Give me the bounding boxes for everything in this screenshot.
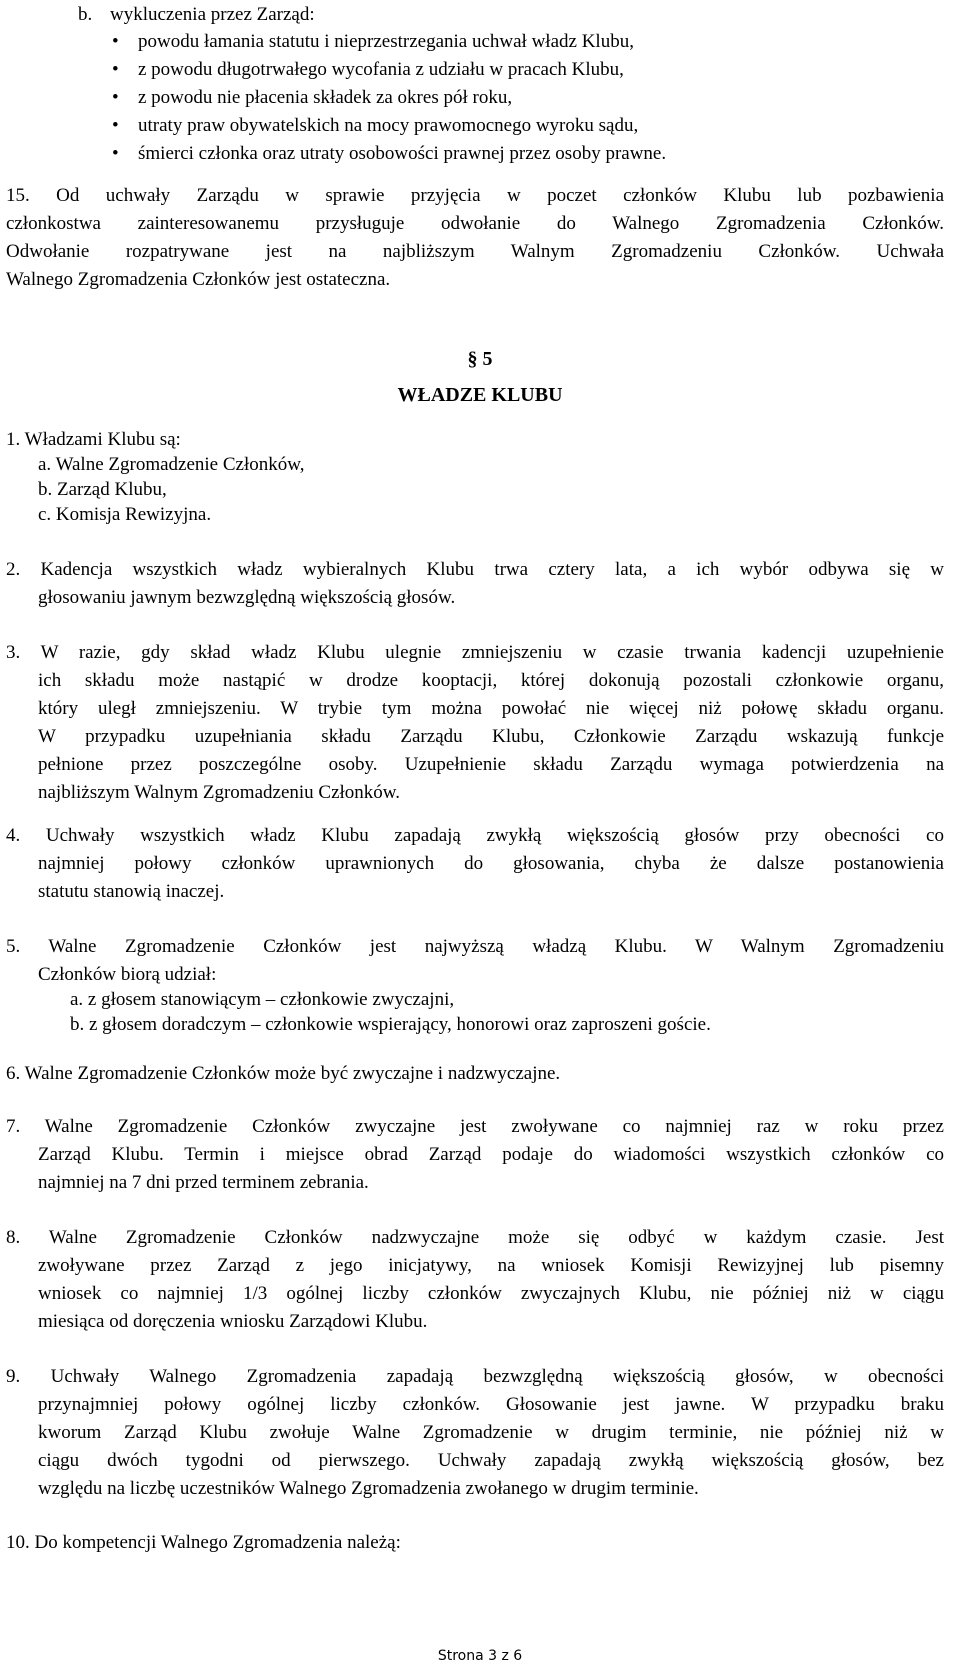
point-9-line: 9. Uchwały Walnego Zgromadzenia zapadają bezwzględną większością głosów, w obecności [6, 1366, 944, 1387]
point-8-line: wniosek co najmniej 1/3 ogólnej liczby członków zwyczajnych Klubu, nie później niż w ciągu [38, 1283, 944, 1304]
point-8-line: zwoływane przez Zarząd z jego inicjatywy, na wniosek Komisji Rewizyjnej lub pisemny [38, 1255, 944, 1276]
point-15-line: Walnego Zgromadzenia Członków jest ostateczna. [6, 269, 391, 290]
point-3-line: pełnione przez poszczególne osoby. Uzupełnienie składu Zarządu wymaga potwierdzenia na [38, 754, 944, 775]
point-1-item: a. Walne Zgromadzenie Członków, [38, 454, 305, 475]
bullet-item: powodu łamania statutu i nieprzestrzegania uchwał władz Klubu, [138, 31, 634, 52]
point-3-line: 3. W razie, gdy skład władz Klubu ulegnie zmniejszeniu w czasie trwania kadencji uzupełnienie [6, 642, 944, 663]
point-4-line: najmniej połowy członków uprawnionych do głosowania, chyba że dalsze postanowienia [38, 853, 944, 874]
point-3-line: W przypadku uzupełniania składu Zarządu Klubu, Członkowie Zarządu wskazują funkcje [38, 726, 944, 747]
section-title: WŁADZE KLUBU [397, 384, 563, 406]
bullet-icon: • [112, 87, 119, 108]
point-15-line: Odwołanie rozpatrywane jest na najbliższym Walnym Zgromadzeniu Członków. Uchwała [6, 241, 944, 262]
point-8-line: miesiąca od doręczenia wniosku Zarządowi Klubu. [38, 1311, 428, 1332]
point-1-item: b. Zarząd Klubu, [38, 479, 167, 500]
point-8-line: 8. Walne Zgromadzenie Członków nadzwyczajne może się odbyć w każdym czasie. Jest [6, 1227, 944, 1248]
point-9-line: przynajmniej połowy ogólnej liczby członków. Głosowanie jest jawne. W przypadku braku [38, 1394, 944, 1415]
point-3-line: najbliższym Walnym Zgromadzeniu Członków. [38, 782, 401, 803]
point-5-item: b. z głosem doradczym – członkowie wspierający, honorowi oraz zaproszeni goście. [70, 1014, 711, 1035]
paragraph-number: § 5 [467, 348, 493, 370]
point-5-line: Członków biorą udział: [38, 964, 217, 985]
point-5-line: 5. Walne Zgromadzenie Członków jest najwyższą władzą Klubu. W Walnym Zgromadzeniu [6, 936, 944, 957]
bullet-icon: • [112, 31, 119, 52]
point-4-line: 4. Uchwały wszystkich władz Klubu zapadają zwykłą większością głosów przy obecności co [6, 825, 944, 846]
bullet-item: śmierci członka oraz utraty osobowości prawnej przez osoby prawne. [138, 143, 667, 164]
bullet-item: z powodu długotrwałego wycofania z udziału w pracach Klubu, [138, 59, 624, 80]
point-15-line: 15. Od uchwały Zarządu w sprawie przyjęcia w poczet członków Klubu lub pozbawienia [6, 185, 944, 206]
point-7-line: najmniej na 7 dni przed terminem zebrania. [38, 1172, 369, 1193]
bullet-item: z powodu nie płacenia składek za okres pół roku, [138, 87, 513, 108]
point-9-line: ciągu dwóch tygodni od pierwszego. Uchwały zapadają zwykłą większością głosów, bez [38, 1450, 944, 1471]
point-7-line: 7. Walne Zgromadzenie Członków zwyczajne jest zwoływane co najmniej raz w roku przez [6, 1116, 944, 1137]
point-2-line: głosowaniu jawnym bezwzględną większością głosów. [38, 587, 456, 608]
point-1-line: 1. Władzami Klubu są: [6, 429, 181, 450]
point-3-line: ich składu może nastąpić w drodze kooptacji, której dokonują pozostali członkowie organu, [38, 670, 944, 691]
point-6-line: 6. Walne Zgromadzenie Członków może być zwyczajne i nadzwyczajne. [6, 1063, 561, 1084]
point-15-line: członkostwa zainteresowanemu przysługuje odwołanie do Walnego Zgromadzenia Członków. [6, 213, 944, 234]
bullet-icon: • [112, 143, 119, 164]
point-10-line: 10. Do kompetencji Walnego Zgromadzenia należą: [6, 1532, 401, 1553]
bullet-icon: • [112, 59, 119, 80]
item-b-text: wykluczenia przez Zarząd: [110, 4, 315, 25]
bullet-icon: • [112, 115, 119, 136]
page-number-footer: Strona 3 z 6 [437, 1648, 523, 1664]
point-7-line: Zarząd Klubu. Termin i miejsce obrad Zarząd podaje do wiadomości wszystkich członków co [38, 1144, 944, 1165]
point-5-item: a. z głosem stanowiącym – członkowie zwyczajni, [70, 989, 455, 1010]
point-3-line: który uległ zmniejszeniu. W trybie tym można powołać nie więcej niż połowę składu organu. [38, 698, 944, 719]
bullet-item: utraty praw obywatelskich na mocy prawomocnego wyroku sądu, [138, 115, 639, 136]
point-2-line: 2. Kadencja wszystkich władz wybieralnych Klubu trwa cztery lata, a ich wybór odbywa się w [6, 559, 944, 580]
point-9-line: kworum Zarząd Klubu zwołuje Walne Zgromadzenie w drugim terminie, nie później niż w [38, 1422, 944, 1443]
point-9-line: względu na liczbę uczestników Walnego Zgromadzenia zwołanego w drugim terminie. [38, 1478, 699, 1499]
point-1-item: c. Komisja Rewizyjna. [38, 504, 212, 525]
item-b-marker: b. [78, 4, 93, 25]
point-4-line: statutu stanowią inaczej. [38, 881, 225, 902]
